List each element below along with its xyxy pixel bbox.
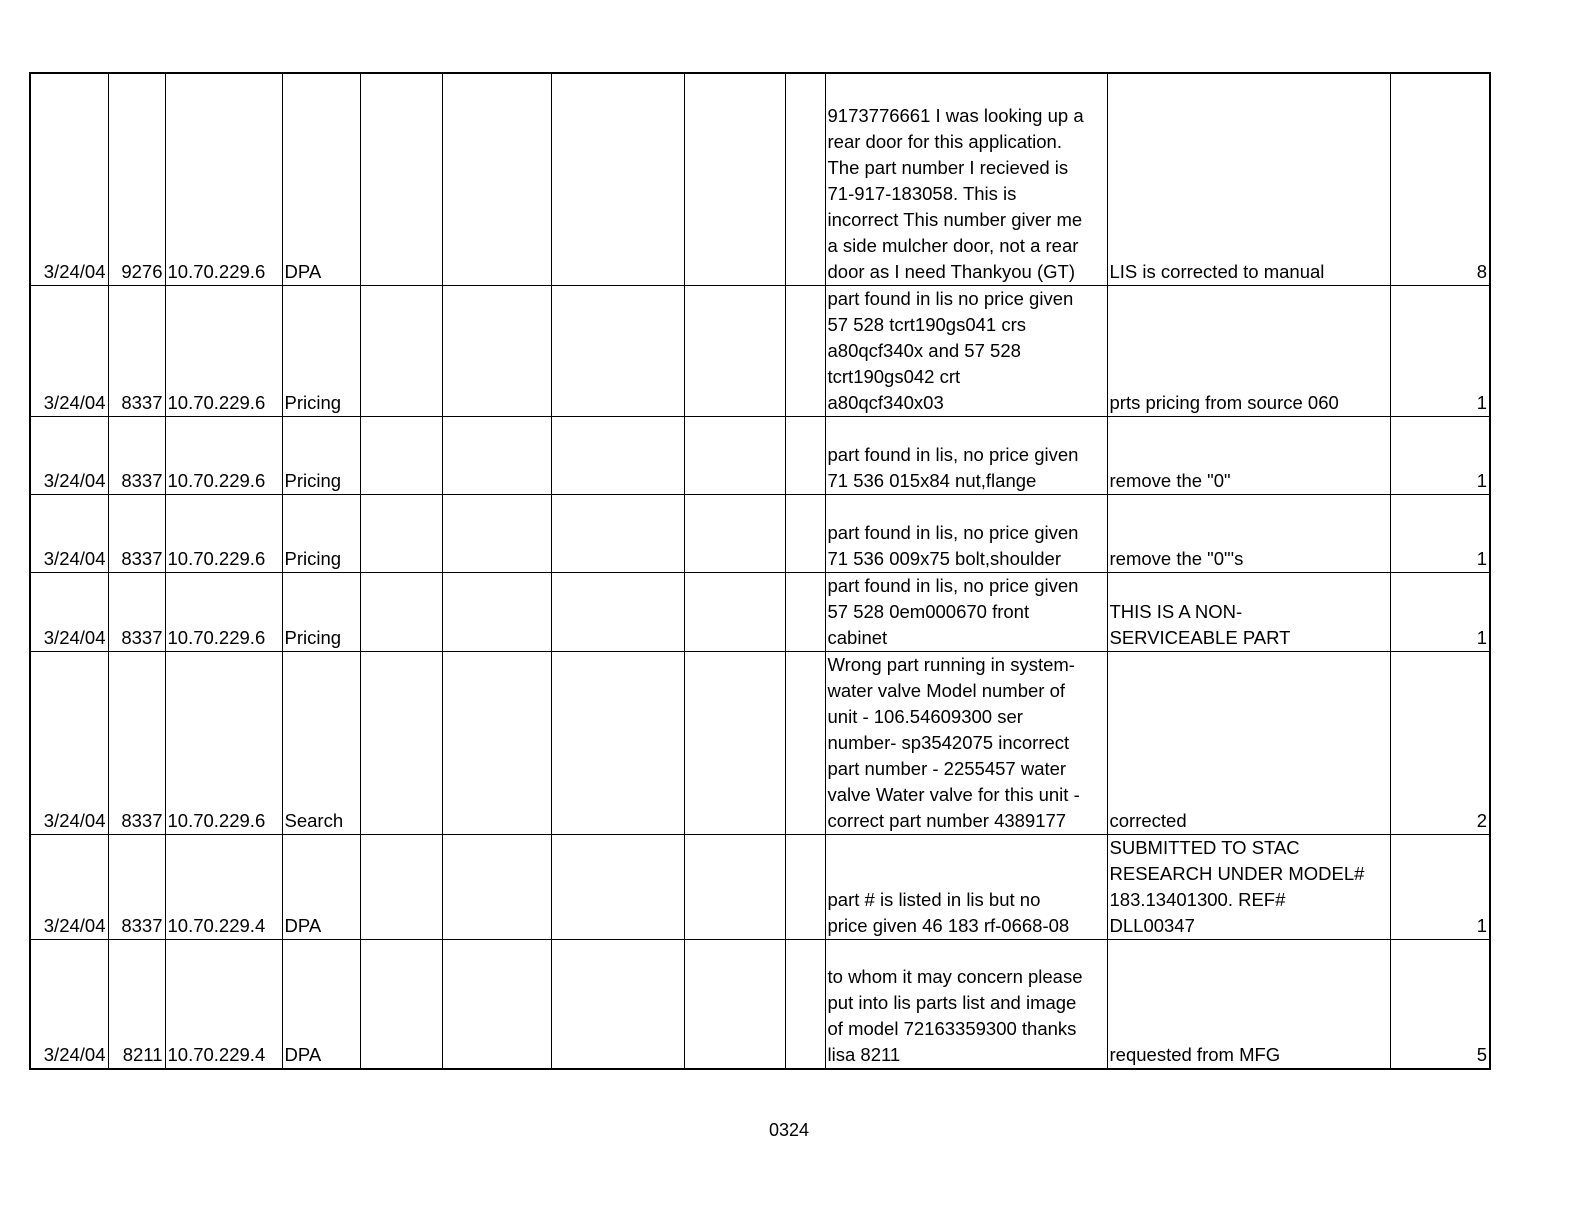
table-row — [30, 285, 1490, 416]
cell-empty — [684, 651, 785, 834]
cell-empty — [785, 416, 825, 494]
table-body — [30, 73, 1490, 1069]
cell-date: 3/24/04 — [30, 834, 108, 939]
table-row — [30, 939, 1490, 1069]
table-row — [30, 416, 1490, 494]
cell-empty — [442, 73, 551, 285]
cell-count: 1 — [1390, 572, 1490, 651]
cell-empty — [684, 494, 785, 572]
cell-resolution: LIS is corrected to manual — [1107, 73, 1390, 285]
cell-count: 1 — [1390, 285, 1490, 416]
cell-ip: 10.70.229.6 — [165, 285, 282, 416]
cell-empty — [551, 651, 684, 834]
cell-resolution: prts pricing from source 060 — [1107, 285, 1390, 416]
cell-category: DPA — [282, 73, 360, 285]
cell-empty — [551, 416, 684, 494]
table-row — [30, 73, 1490, 285]
cell-description: part found in lis, no price given 71 536 015x84 nut,flange — [825, 416, 1107, 494]
cell-empty — [442, 572, 551, 651]
table-row — [30, 494, 1490, 572]
cell-empty — [442, 416, 551, 494]
cell-empty — [360, 416, 442, 494]
cell-empty — [442, 834, 551, 939]
cell-empty — [684, 416, 785, 494]
table-row — [30, 651, 1490, 834]
cell-empty — [684, 572, 785, 651]
page-number: 0324 — [768, 1120, 810, 1140]
cell-resolution: remove the "0" — [1107, 416, 1390, 494]
cell-empty — [551, 285, 684, 416]
cell-empty — [442, 285, 551, 416]
cell-empty — [442, 651, 551, 834]
cell-date: 3/24/04 — [30, 416, 108, 494]
cell-id: 8337 — [108, 572, 165, 651]
table-row — [30, 572, 1490, 651]
cell-description: to whom it may concern please put into lis parts list and image of model 72163359300 thanks lisa 8211 — [825, 939, 1107, 1069]
cell-count: 1 — [1390, 416, 1490, 494]
log-table — [29, 72, 1491, 1070]
cell-category: DPA — [282, 834, 360, 939]
cell-date: 3/24/04 — [30, 494, 108, 572]
cell-ip: 10.70.229.4 — [165, 834, 282, 939]
cell-count: 1 — [1390, 834, 1490, 939]
cell-description: part # is listed in lis but no price given 46 183 rf-0668-08 — [825, 834, 1107, 939]
cell-id: 9276 — [108, 73, 165, 285]
cell-empty — [551, 939, 684, 1069]
cell-ip: 10.70.229.6 — [165, 572, 282, 651]
cell-ip: 10.70.229.6 — [165, 494, 282, 572]
cell-description: part found in lis, no price given 71 536 009x75 bolt,shoulder — [825, 494, 1107, 572]
cell-date: 3/24/04 — [30, 73, 108, 285]
cell-count: 5 — [1390, 939, 1490, 1069]
cell-category: Pricing — [282, 416, 360, 494]
cell-description: part found in lis no price given 57 528 tcrt190gs041 crs a80qcf340x and 57 528 tcrt190gs042 crt a80qcf340x03 — [825, 285, 1107, 416]
cell-empty — [360, 651, 442, 834]
cell-category: DPA — [282, 939, 360, 1069]
cell-id: 8211 — [108, 939, 165, 1069]
cell-category: Pricing — [282, 285, 360, 416]
cell-empty — [785, 572, 825, 651]
cell-empty — [785, 651, 825, 834]
table-row — [30, 834, 1490, 939]
cell-empty — [360, 73, 442, 285]
cell-resolution: corrected — [1107, 651, 1390, 834]
cell-empty — [785, 285, 825, 416]
cell-empty — [785, 834, 825, 939]
cell-category: Pricing — [282, 494, 360, 572]
cell-date: 3/24/04 — [30, 939, 108, 1069]
cell-description: part found in lis, no price given 57 528 0em000670 front cabinet — [825, 572, 1107, 651]
cell-date: 3/24/04 — [30, 572, 108, 651]
cell-empty — [551, 834, 684, 939]
cell-empty — [785, 939, 825, 1069]
cell-empty — [360, 834, 442, 939]
cell-count: 1 — [1390, 494, 1490, 572]
cell-empty — [785, 73, 825, 285]
cell-category: Search — [282, 651, 360, 834]
cell-empty — [551, 572, 684, 651]
cell-count: 8 — [1390, 73, 1490, 285]
cell-empty — [360, 572, 442, 651]
cell-empty — [442, 494, 551, 572]
cell-empty — [684, 834, 785, 939]
cell-resolution: SUBMITTED TO STAC RESEARCH UNDER MODEL# 183.13401300. REF# DLL00347 — [1107, 834, 1390, 939]
cell-empty — [360, 285, 442, 416]
cell-count: 2 — [1390, 651, 1490, 834]
cell-date: 3/24/04 — [30, 285, 108, 416]
cell-id: 8337 — [108, 651, 165, 834]
cell-resolution: remove the "0"'s — [1107, 494, 1390, 572]
cell-id: 8337 — [108, 416, 165, 494]
cell-description: Wrong part running in system- water valve Model number of unit - 106.54609300 ser number- sp3542075 incorrect part number - 2255457 water valve Water valve for this unit - correct part number 4389177 — [825, 651, 1107, 834]
cell-empty — [684, 73, 785, 285]
cell-category: Pricing — [282, 572, 360, 651]
cell-ip: 10.70.229.6 — [165, 73, 282, 285]
cell-ip: 10.70.229.4 — [165, 939, 282, 1069]
cell-date: 3/24/04 — [30, 651, 108, 834]
cell-description: 9173776661 I was looking up a rear door for this application. The part number I recieved is 71-917-183058. This is incorrect This number giver me a side mulcher door, not a rear door as I need Thankyou (GT) — [825, 73, 1107, 285]
cell-empty — [442, 939, 551, 1069]
cell-id: 8337 — [108, 285, 165, 416]
cell-empty — [551, 73, 684, 285]
cell-empty — [551, 494, 684, 572]
cell-empty — [684, 285, 785, 416]
cell-empty — [785, 494, 825, 572]
cell-id: 8337 — [108, 834, 165, 939]
cell-ip: 10.70.229.6 — [165, 416, 282, 494]
cell-id: 8337 — [108, 494, 165, 572]
cell-resolution: THIS IS A NON- SERVICEABLE PART — [1107, 572, 1390, 651]
cell-empty — [360, 939, 442, 1069]
cell-empty — [684, 939, 785, 1069]
cell-resolution: requested from MFG — [1107, 939, 1390, 1069]
cell-empty — [360, 494, 442, 572]
cell-ip: 10.70.229.6 — [165, 651, 282, 834]
